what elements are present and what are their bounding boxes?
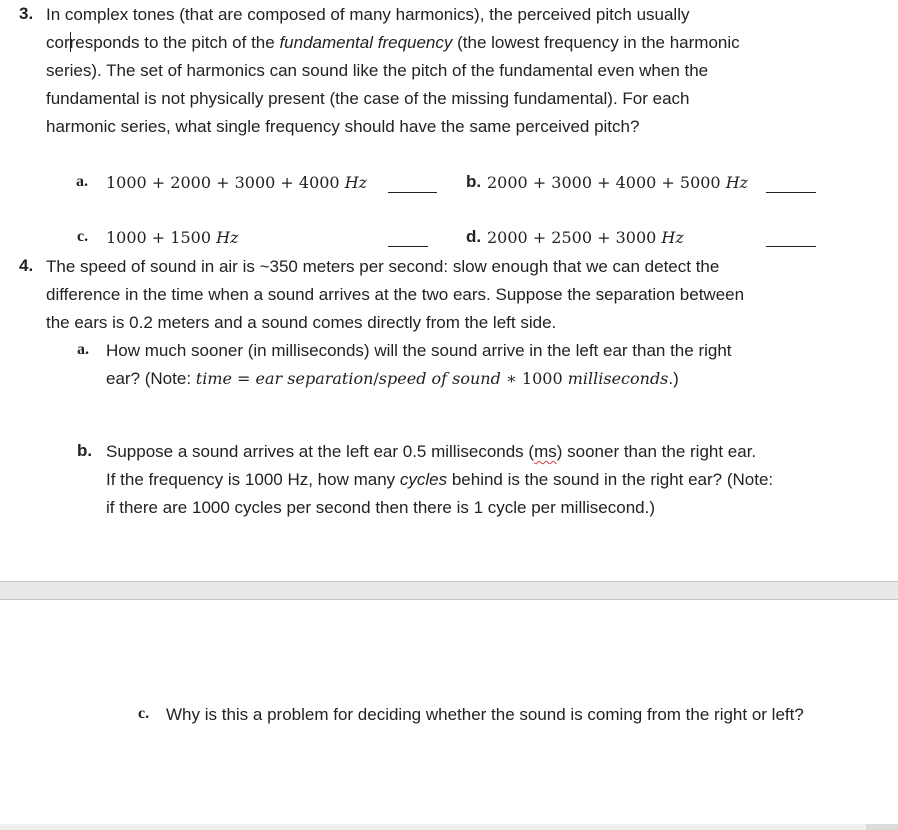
formula-divide: /: [373, 369, 379, 388]
page-break-gap: [0, 581, 898, 600]
question-4c-line-1: Why is this a problem for deciding whether the sound is coming from the right or left?: [166, 705, 804, 724]
question-3d-answer-blank[interactable]: [766, 246, 816, 247]
question-3a-unit: Hz: [344, 173, 368, 192]
question-4b-line-1: [106, 441, 756, 463]
question-4c-letter: c.: [138, 705, 150, 722]
question-3d-letter: d.: [466, 227, 482, 246]
question-3c-unit: Hz: [216, 228, 239, 247]
spellcheck-flagged-word[interactable]: ms: [534, 442, 557, 461]
question-3d-sum: 2000 + 2500 + 3000: [487, 228, 657, 247]
question-3b-expression: [487, 172, 748, 194]
question-3b-unit: Hz: [725, 173, 749, 192]
question-3-line-2-mid: responds to the pitch of the: [69, 33, 280, 52]
formula-time: time: [195, 369, 232, 388]
question-3d-expression: [487, 227, 684, 249]
formula-equals: =: [231, 369, 256, 388]
question-3b-letter: b.: [466, 172, 482, 191]
formula-multiply: ∗: [500, 369, 522, 388]
formula-1000: 1000: [521, 369, 563, 388]
formula-ear-separation: ear separation: [255, 369, 374, 388]
question-4-line-1: The speed of sound in air is ~350 meters per second: slow enough that we can detect the: [46, 257, 720, 276]
horizontal-scrollbar-track[interactable]: [0, 824, 898, 830]
question-3a-answer-blank[interactable]: [388, 192, 437, 193]
question-3-line-2-start: cor: [46, 33, 70, 52]
document-page-2: [0, 600, 898, 830]
question-4a-line-1: How much sooner (in milliseconds) will the sound arrive in the left ear than the right: [106, 341, 732, 360]
question-3a-expression: [106, 172, 367, 194]
time-formula: [196, 369, 669, 388]
question-4-line-2: difference in the time when a sound arrives at the two ears. Suppose the separation between: [46, 285, 745, 304]
question-4b-line-2: [106, 469, 773, 491]
question-3c-answer-blank[interactable]: [388, 246, 428, 247]
question-3c-letter: c.: [77, 228, 89, 245]
question-3a-sum: 1000 + 2000 + 3000 + 4000: [106, 173, 340, 192]
cycles-emphasis: cycles: [399, 470, 448, 489]
question-3-number: 3.: [19, 4, 34, 23]
question-3c-expression: [106, 227, 239, 249]
formula-milliseconds: milliseconds: [567, 369, 669, 388]
question-3-line-2-end: (the lowest frequency in the harmonic: [452, 33, 740, 52]
question-3-line-5: harmonic series, what single frequency should have the same perceived pitch?: [46, 117, 640, 136]
question-4b-line-3: if there are 1000 cycles per second then there is 1 cycle per millisecond.): [106, 498, 655, 517]
scrollbar-corner: [866, 824, 898, 830]
question-4b-line-1-end: ) sooner than the right ear.: [556, 442, 757, 461]
question-4a-note-prefix: ear? (Note:: [106, 369, 196, 388]
question-4a-letter: a.: [77, 341, 89, 358]
question-3-line-4: fundamental is not physically present (the case of the missing fundamental). For each: [46, 89, 690, 108]
question-4-number: 4.: [19, 256, 34, 275]
question-4a-line-2: [106, 368, 679, 390]
formula-speed-of-sound: speed of sound: [378, 369, 501, 388]
question-4b-letter: b.: [77, 441, 93, 460]
question-3d-unit: Hz: [661, 228, 684, 247]
question-3a-letter: a.: [76, 173, 88, 190]
fundamental-frequency-emphasis: fundamental frequency: [279, 33, 453, 52]
question-4b-line-2-start: If the frequency is 1000 Hz, how many: [106, 470, 400, 489]
question-4-line-3: the ears is 0.2 meters and a sound comes directly from the left side.: [46, 313, 557, 332]
question-3-line-2[interactable]: [46, 32, 740, 54]
question-3-line-1: In complex tones (that are composed of many harmonics), the perceived pitch usually: [46, 5, 690, 24]
question-4a-note-suffix: .): [668, 369, 679, 388]
question-4b-line-1-start: Suppose a sound arrives at the left ear 0.5 milliseconds (: [106, 442, 535, 461]
question-3b-sum: 2000 + 3000 + 4000 + 5000: [487, 173, 721, 192]
question-3b-answer-blank[interactable]: [766, 192, 816, 193]
question-3c-sum: 1000 + 1500: [106, 228, 212, 247]
question-3-line-3: series). The set of harmonics can sound like the pitch of the fundamental even when the: [46, 61, 709, 80]
question-4b-line-2-end: behind is the sound in the right ear? (Note:: [447, 470, 774, 489]
